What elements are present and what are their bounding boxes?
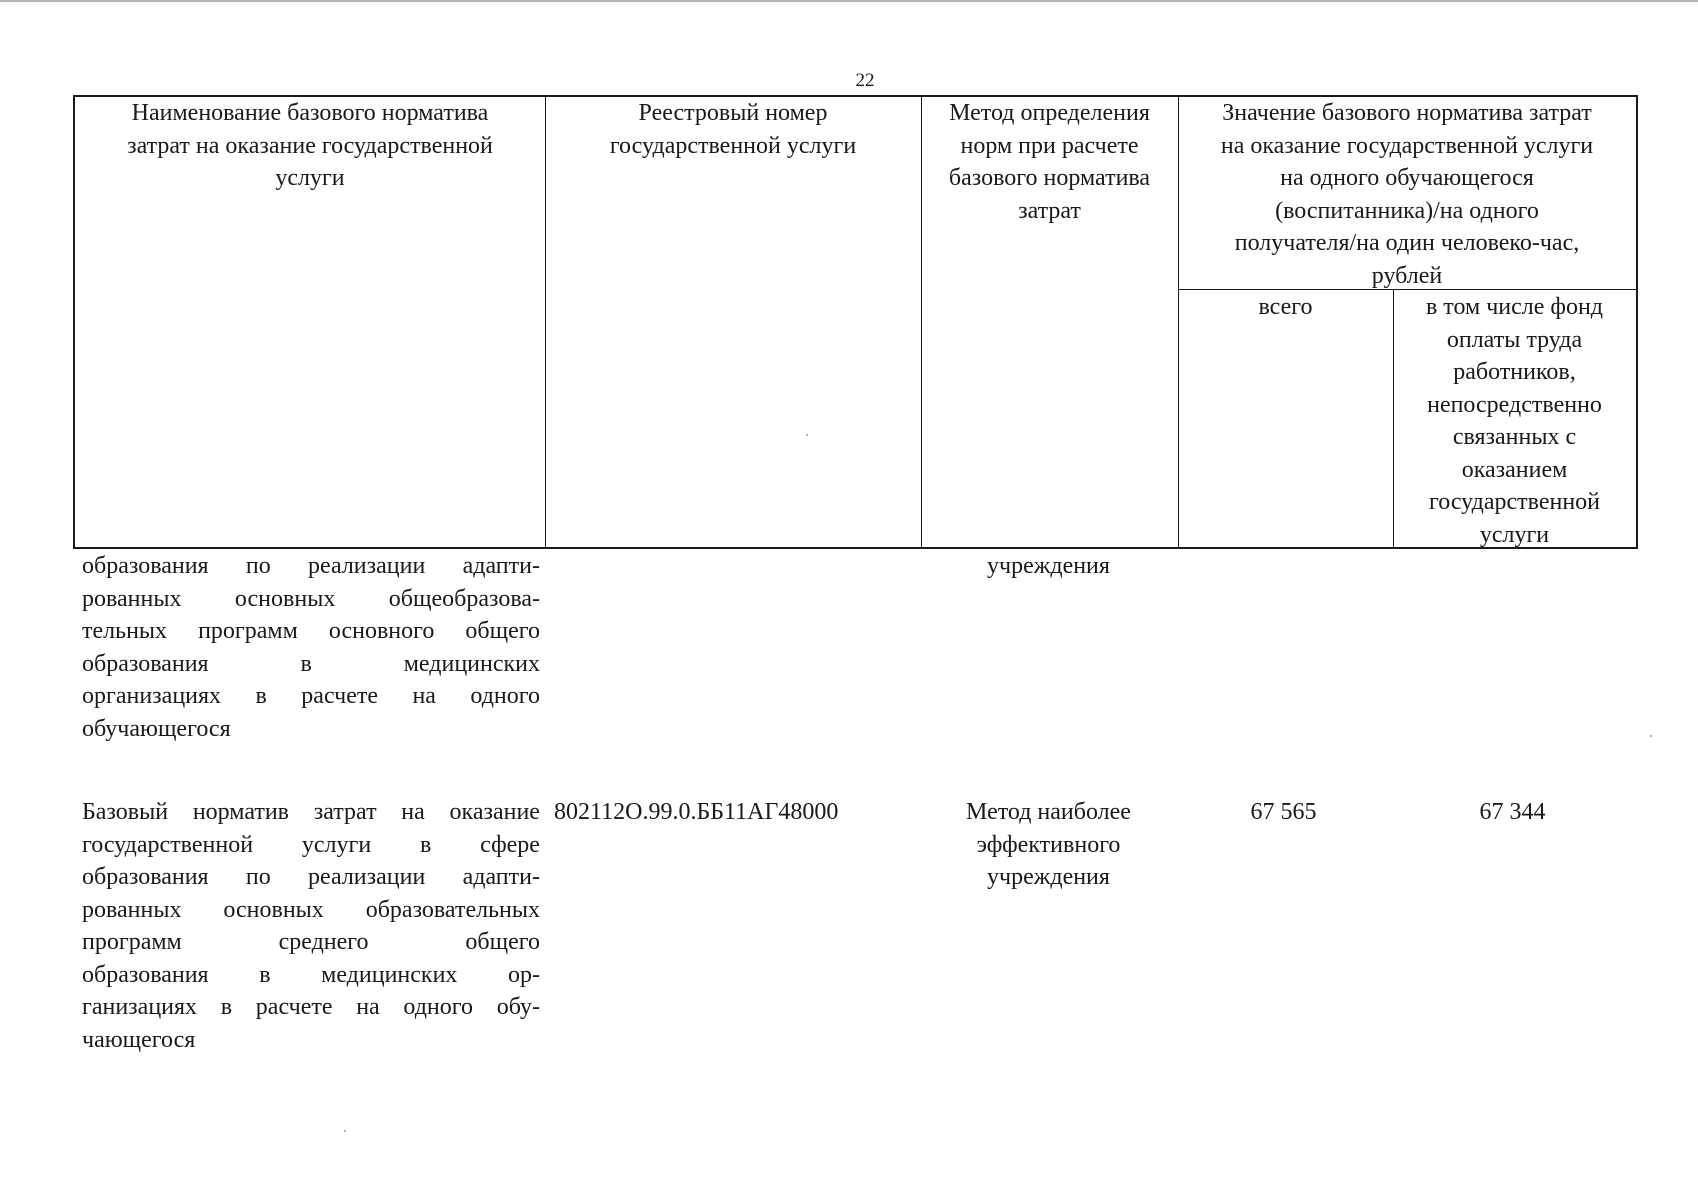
header-fund-line: связанных с (1452, 424, 1577, 450)
registry-number: 802112О.99.0.ББ11АГ48000 (554, 799, 839, 825)
word: рованных (82, 585, 182, 612)
word: образования (82, 864, 209, 890)
word: в (220, 994, 233, 1020)
header-name-line: услуги (275, 165, 345, 191)
word: организациях (82, 683, 222, 709)
word: среднего (278, 929, 369, 955)
text-line (82, 959, 540, 992)
word: медицинских (403, 650, 540, 677)
text-line (82, 680, 540, 713)
word: образования (82, 553, 209, 579)
word: Базовый (82, 799, 169, 825)
column-divider (545, 97, 546, 547)
header-value-line: получателя/на один человеко-час, (1234, 230, 1580, 256)
page-number: 22 (855, 70, 875, 91)
word: ганизациях (82, 994, 198, 1020)
method-line: эффективного (976, 831, 1121, 858)
header-method-line: затрат (1018, 197, 1081, 224)
word: обу- (496, 994, 540, 1020)
word: оказание (449, 799, 540, 825)
word: основных (223, 896, 324, 923)
word: одного (403, 994, 473, 1020)
header-registry-line: Реестровый номер (638, 100, 828, 126)
word: по (245, 553, 271, 579)
text-line (82, 796, 540, 829)
word: по (245, 864, 271, 890)
header-method-line: базового норматива (948, 165, 1151, 191)
word: одного (470, 683, 540, 709)
text-line (82, 648, 540, 681)
word: на (401, 799, 425, 825)
word: программ (198, 618, 298, 644)
header-fund-line: оплаты труда (1446, 326, 1583, 353)
text-line (82, 713, 540, 746)
word: обучающегося (82, 715, 231, 742)
text-line (82, 583, 540, 616)
word: услуги (301, 831, 372, 858)
word: ор- (508, 961, 540, 988)
header-name-cell (75, 97, 545, 195)
word: на (412, 683, 436, 709)
word: адапти- (462, 864, 540, 890)
word: основных (234, 585, 336, 612)
word: общего (465, 929, 540, 955)
header-value-line: (воспитанника)/на одного (1275, 197, 1539, 224)
header-registry-cell (545, 97, 921, 162)
word: рованных (82, 896, 182, 923)
header-value-line: рублей (1371, 262, 1443, 289)
word: тельных (82, 618, 168, 644)
word: в (259, 961, 271, 988)
word: расчете (255, 994, 333, 1020)
word: основного (328, 618, 435, 644)
header-registry-line: государственной услуги (609, 132, 857, 159)
header-value-cell (1178, 97, 1636, 292)
word: сфере (480, 831, 540, 858)
total-value: 67 565 (1250, 799, 1317, 825)
word: общего (465, 618, 540, 644)
continuation-method: учреждения (987, 553, 1110, 579)
scan-speck (344, 1130, 346, 1132)
method-line: Метод наиболее (966, 799, 1131, 825)
text-line (82, 615, 540, 648)
word: расчете (301, 683, 378, 709)
word: образования (82, 650, 209, 677)
word: образовательных (365, 896, 540, 923)
word: образования (82, 961, 209, 988)
text-line (82, 550, 540, 583)
header-name-line: Наименование базового норматива (131, 100, 489, 126)
header-fund-line: в том числе фонд (1425, 294, 1604, 320)
word: медицинских (321, 961, 458, 988)
table-header (73, 95, 1638, 549)
word: реализации (308, 553, 426, 579)
header-total-cell (1178, 291, 1393, 324)
header-value-line: на одного обучающегося (1280, 165, 1534, 191)
scan-top-edge (0, 0, 1698, 2)
method-cell (920, 796, 1177, 894)
word: государственной (82, 831, 254, 858)
word: в (255, 683, 267, 709)
header-fund-cell (1393, 291, 1636, 551)
word: чающегося (82, 1026, 196, 1053)
header-fund-line: услуги (1479, 521, 1550, 548)
header-fund-line: непосредственно (1427, 391, 1602, 418)
word: норматив (192, 799, 290, 825)
header-value-line: на оказание государственной услуги (1220, 132, 1594, 159)
header-fund-line: работников, (1453, 359, 1576, 385)
text-line (82, 861, 540, 894)
scan-speck (1650, 735, 1652, 737)
header-name-line: затрат на оказание государственной (127, 132, 493, 159)
header-method-line: норм при расчете (960, 132, 1139, 159)
fund-value: 67 344 (1479, 799, 1546, 825)
text-line (82, 894, 540, 927)
service-name (82, 796, 540, 1056)
word: в (300, 650, 312, 677)
text-line (82, 1024, 540, 1057)
word: программ (82, 929, 182, 955)
header-fund-line: оказанием (1461, 456, 1568, 483)
text-line (82, 926, 540, 959)
continuation-service-name (82, 550, 540, 745)
text-line (82, 991, 540, 1024)
word: на (356, 994, 380, 1020)
word: общеобразова- (388, 585, 540, 612)
header-total-label: всего (1258, 294, 1313, 320)
word: затрат (313, 799, 377, 825)
method-line: учреждения (987, 864, 1110, 890)
header-method-line: Метод определения (949, 100, 1150, 126)
scan-speck (806, 434, 808, 436)
header-fund-line: государственной (1428, 489, 1601, 515)
word: в (420, 831, 432, 858)
header-value-line: Значение базового норматива затрат (1222, 100, 1592, 126)
header-method-cell (921, 97, 1178, 227)
word: реализации (308, 864, 426, 890)
text-line (82, 829, 540, 862)
word: адапти- (462, 553, 540, 579)
